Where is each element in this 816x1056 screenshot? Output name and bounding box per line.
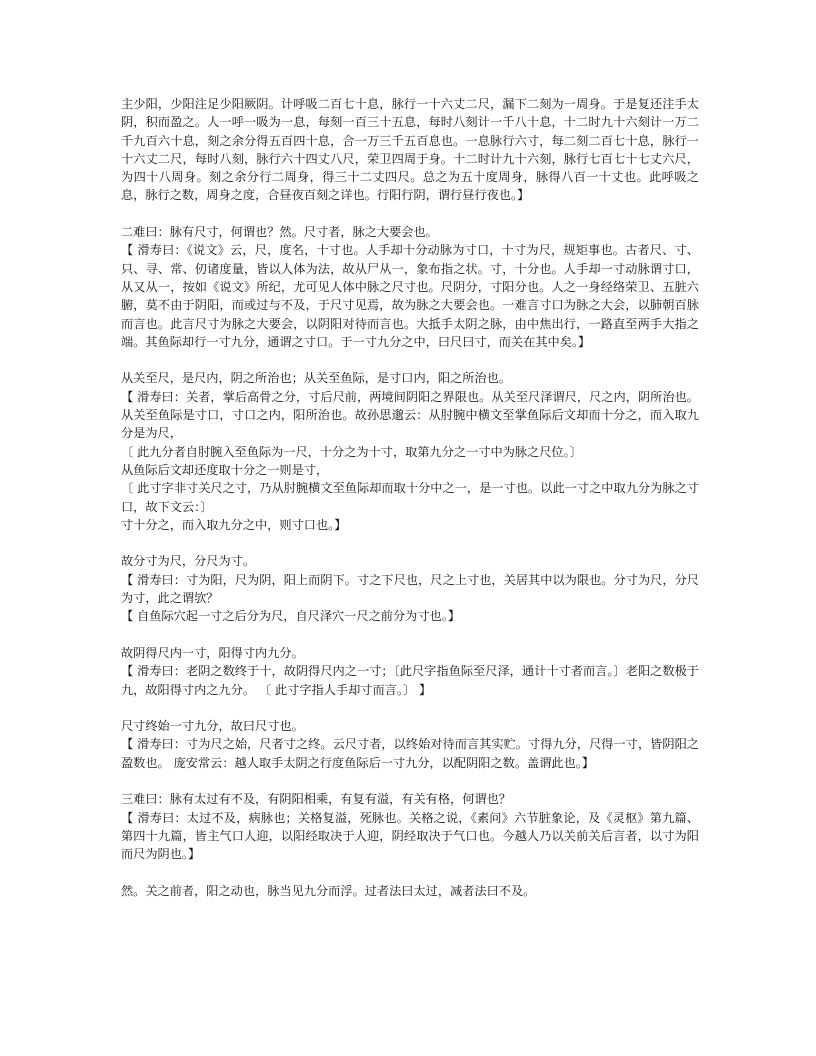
section-1 xyxy=(121,95,699,205)
classic-text: 故分寸为尺，分尺为寸。 xyxy=(121,554,256,569)
commentary-paragraph: 【 滑寿曰：太过不及，病脉也；关格复溢，死脉也。关格之说，《素问》六节脏象论，及《灵枢》第九篇、第四十九篇，皆主气口人迎，以阳经取决于人迎，阴经取决于气口也。今越人乃以关前关后言者，以寸为阳而尺为阴也。】 xyxy=(121,810,699,862)
classic-text: 从关至尺，是尺内，阴之所治也；从关至鱼际，是寸口内，阳之所治也。 xyxy=(121,371,511,386)
section-7-nan xyxy=(121,790,699,863)
annotation-note: 〔 此寸字非寸关尺之寸，乃从肘腕横文至鱼际却而取十分中之一，是一寸也。以此一寸之中取九分为脉之寸口，故下文云：〕 xyxy=(121,481,699,514)
classic-text: 然。关之前者，阳之动也，脉当见九分而浮。过者法曰太过，减者法曰不及。 xyxy=(121,883,536,898)
commentary-paragraph: 【 滑寿曰：关者，掌后高骨之分，寸后尺前，两境间阴阳之界限也。从关至尺泽谓尺，尺之内，阴所治也。从关至鱼际是寸口，寸口之内，阳所治也。故孙思邈云：从肘腕中横文至掌鱼际后文却而十分之，而入取九分是为尺， xyxy=(121,389,699,441)
question-heading: 三难曰：脉有太过有不及，有阴阳相乘，有复有溢，有关有格，何谓也？ xyxy=(121,792,511,807)
commentary-paragraph: 【 自鱼际穴起一寸之后分为尺，自尺泽穴一尺之前分为寸也。】 xyxy=(121,609,461,624)
commentary-paragraph: 【 滑寿曰：老阴之数终于十，故阴得尺内之一寸；〔此尺字指鱼际至尺泽，通计十寸者而言。〕老阳之数极于九，故阳得寸内之九分。 〔 此寸字指人手却寸而言。〕 】 xyxy=(121,664,699,697)
commentary-line: 寸十分之，而入取九分之中，则寸口也。】 xyxy=(121,517,347,532)
classic-text: 尺寸终始一寸九分，故曰尺寸也。 xyxy=(121,719,304,734)
section-5 xyxy=(121,644,699,699)
section-4 xyxy=(121,552,699,625)
section-8 xyxy=(121,882,699,900)
commentary-paragraph: 主少阳，少阳注足少阳厥阴。计呼吸二百七十息，脉行一十六丈二尺，漏下二刻为一周身。于是复还注手太阴，积而盈之。人一呼一吸为一息，每刻一百三十五息，每时八刻计一千八十息，十二时九十六刻计一万二千九百六十息，刻之余分得五百四十息，合一万三千五百息也。一息脉行六寸，每二刻二百七十息，脉行一十六丈二尺，每时八刻，脉行六十四丈八尺，荣卫四周于身。十二时计九十六刻，脉行七百七十七丈六尺，为四十八周身。刻之余分行二周身，得三十二丈四尺。总之为五十度周身，脉得八百一十丈也。此呼吸之息，脉行之数，周身之度，合昼夜百刻之详也。行阳行阴，谓行昼行夜也。】 xyxy=(121,97,699,203)
commentary-paragraph: 【 滑寿曰：寸为尺之始，尺者寸之终。云尺寸者，以终始对待而言其实贮。寸得九分，尺得一寸，皆阴阳之盈数也。 庞安常云：越人取手太阴之行度鱼际后一寸九分，以配阴阳之数。盖谓此也。】 xyxy=(121,737,699,770)
classic-text: 故阴得尺内一寸，阳得寸内九分。 xyxy=(121,645,304,660)
document-body xyxy=(121,95,699,900)
commentary-paragraph: 【 滑寿曰：《说文》云，尺，度名，十寸也。人手却十分动脉为寸口，十寸为尺，规矩事也。古者尺、寸、只、寻、常、仞诸度量，皆以人体为法，故从尸从一，象布指之状。寸，十分也。人手却一寸动脉谓寸口，从又从一，按如《说文》所纪，尤可见人体中脉之尺寸也。尺阴分，寸阳分也。人之一身经络荣卫、五脏六腑，莫不由于阴阳，而或过与不及，于尺寸见焉，故为脉之大要会也。一难言寸口为脉之大会，以肺朝百脉而言也。此言尺寸为脉之大要会，以阴阳对待而言也。大抵手太阴之脉，由中焦出行，一路直至两手大指之端。其鱼际却行一寸九分，通谓之寸口。于一寸九分之中，曰尺曰寸，而关在其中矣。】 xyxy=(121,243,699,349)
annotation-note: 〔 此九分者自肘腕入至鱼际为一尺，十分之为十寸，取第九分之一寸中为脉之尺位。〕 xyxy=(121,444,582,459)
section-6 xyxy=(121,717,699,772)
section-3 xyxy=(121,369,699,534)
section-2-nan xyxy=(121,223,699,351)
commentary-line: 从鱼际后文却还度取十分之一则是寸， xyxy=(121,462,329,477)
question-heading: 二难曰：脉有尺寸，何谓也？然。尺寸者，脉之大要会也。 xyxy=(121,225,438,240)
commentary-paragraph: 【 滑寿曰：寸为阳，尺为阴，阳上而阴下。寸之下尺也，尺之上寸也，关居其中以为限也。分寸为尺，分尺为寸，此之谓欤？ xyxy=(121,572,699,606)
